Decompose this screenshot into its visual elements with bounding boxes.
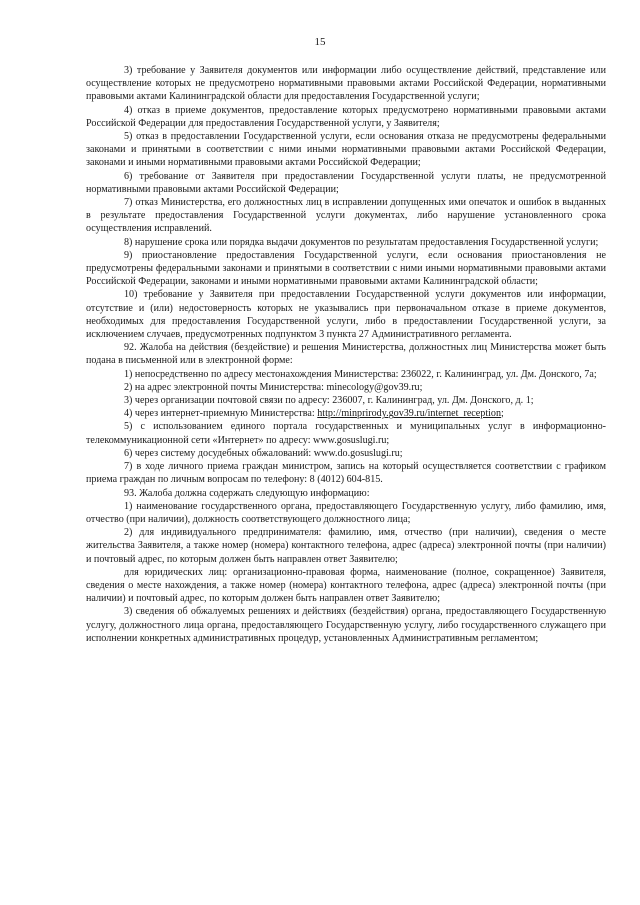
document-body [86, 64, 606, 645]
paragraph-92-1-in-person: 1) непосредственно по адресу местонахождения Министерства: 236022, г. Калининград, ул. Дм. Донского, 7а; [124, 368, 597, 380]
paragraph-93-1-authority-name: 1) наименование государственного органа, предоставляющего Государственную услугу, либо фамилию, имя, отчество (при наличии), должность соответствующего должностного лица; [86, 500, 606, 525]
paragraph-item-3-document-demand: 3) требование у Заявителя документов или информации либо осуществление действий, представление или осуществление которых не предусмотрено нормативными правовыми актами Российской Федерации, нормативными правовыми актами Калининградской области для предоставления Государственной услуги; [86, 65, 606, 103]
page-number: 15 [314, 36, 326, 48]
paragraph-item-4-refusal-accept-documents: 4) отказ в приеме документов, предоставление которых предусмотрено нормативными правовыми актами Российской Федерации для предоставления Государственной услуги, у Заявителя; [86, 104, 606, 129]
paragraph-item-8-deadline-violation: 8) нарушение срока или порядка выдачи документов по результатам предоставления Государственной услуги; [124, 236, 599, 248]
paragraph-92-6-pretrial-system: 6) через систему досудебных обжалований: www.do.gosuslugi.ru; [124, 447, 403, 459]
internet-reception-prefix: 4) через интернет-приемную Министерства: [124, 408, 318, 420]
paragraph-item-10-missing-documents: 10) требование у Заявителя при предоставлении Государственной услуги документов или информации, отсутствие и (или) недостоверность которых не указывались при первоначальном отказе в приеме документов, необходимых для предоставления Государственной услуги, либо в предоставлении Государственной услуги, за исключением случаев, предусмотренных подпунктом 3 пункта 27 Административного регламента. [86, 289, 606, 341]
paragraph-92-7-personal-reception: 7) в ходе личного приема граждан министром, запись на который осуществляется соответствии с графиком приема граждан по личным вопросам по телефону: 8 (4012) 604-815. [86, 461, 606, 486]
paragraph-item-6-fee-demand: 6) требование от Заявителя при предоставлении Государственной услуги платы, не предусмотренной нормативными правовыми актами Российской Федерации; [86, 170, 606, 195]
paragraph-92-5-gosuslugi-portal: 5) с использованием единого портала государственных и муниципальных услуг в информационно-телекоммуникационной сети «Интернет» по адресу: www.gosuslugi.ru; [86, 421, 606, 446]
internet-reception-suffix: ; [501, 408, 504, 420]
paragraph-92-2-email: 2) на адрес электронной почты Министерства: minecology@gov39.ru; [124, 381, 423, 393]
paragraph-93-2-legal-entity: для юридических лиц: организационно-правовая форма, наименование (полное, сокращенное) Заявителя, сведения о месте нахождения, а также номер (номера) контактного телефона, адрес (адреса) электронной почты (при наличии) и почтовый адрес, по которым должен быть направлен ответ Заявителю; [86, 566, 606, 605]
paragraph-item-7-refusal-corrections: 7) отказ Министерства, его должностных лиц в исправлении допущенных ими опечаток и ошибок в выданных в результате предоставления Государственной услуги документах, либо нарушение установленного срока осуществления исправлений. [86, 197, 606, 235]
paragraph-item-5-refusal-service: 5) отказ в предоставлении Государственной услуги, если основания отказа не предусмотрены федеральными законами и принятыми в соответствии с ними иными нормативными правовыми актами Российской Федерации, законами и иными нормативными правовыми актами Российской Федерации; [86, 131, 606, 169]
internet-reception-link[interactable]: http://minprirody.gov39.ru/internet_reception [317, 408, 502, 420]
paragraph-92-4-internet-reception [86, 407, 606, 420]
paragraph-93-complaint-content: 93. Жалоба должна содержать следующую информацию: [124, 487, 370, 499]
paragraph-93-3-appealed-actions: 3) сведения об обжалуемых решениях и действиях (бездействия) органа, предоставляющего Государственную услугу, должностного лица органа, предоставляющего Государственную услугу, либо государственного служащего при исполнении конкретных административных процедур, установленных Административным регламентом; [86, 606, 606, 644]
paragraph-92-3-postal: 3) через организации почтовой связи по адресу: 236007, г. Калининград, ул. Дм. Донского, д. 1; [124, 395, 534, 407]
paragraph-93-2-entrepreneur: 2) для индивидуального предпринимателя: фамилию, имя, отчество (при наличии), сведения о месте жительства Заявителя, а также номер (номера) контактного телефона, адрес (адреса) электронной почты (при наличии) и почтовый адрес, по которым должен быть направлен ответ Заявителю; [86, 527, 606, 565]
paragraph-92-complaint-form: 92. Жалоба на действия (бездействие) и решения Министерства, должностных лиц Министерства может быть подана в письменной или в электронной форме: [86, 342, 606, 367]
paragraph-item-9-suspension: 9) приостановление предоставления Государственной услуги, если основания приостановления не предусмотрены федеральными законами и принятыми в соответствии с ними иными нормативными правовыми актами Российской Федерации, законами и иными нормативными правовыми актами Калининградской области; [86, 249, 606, 288]
